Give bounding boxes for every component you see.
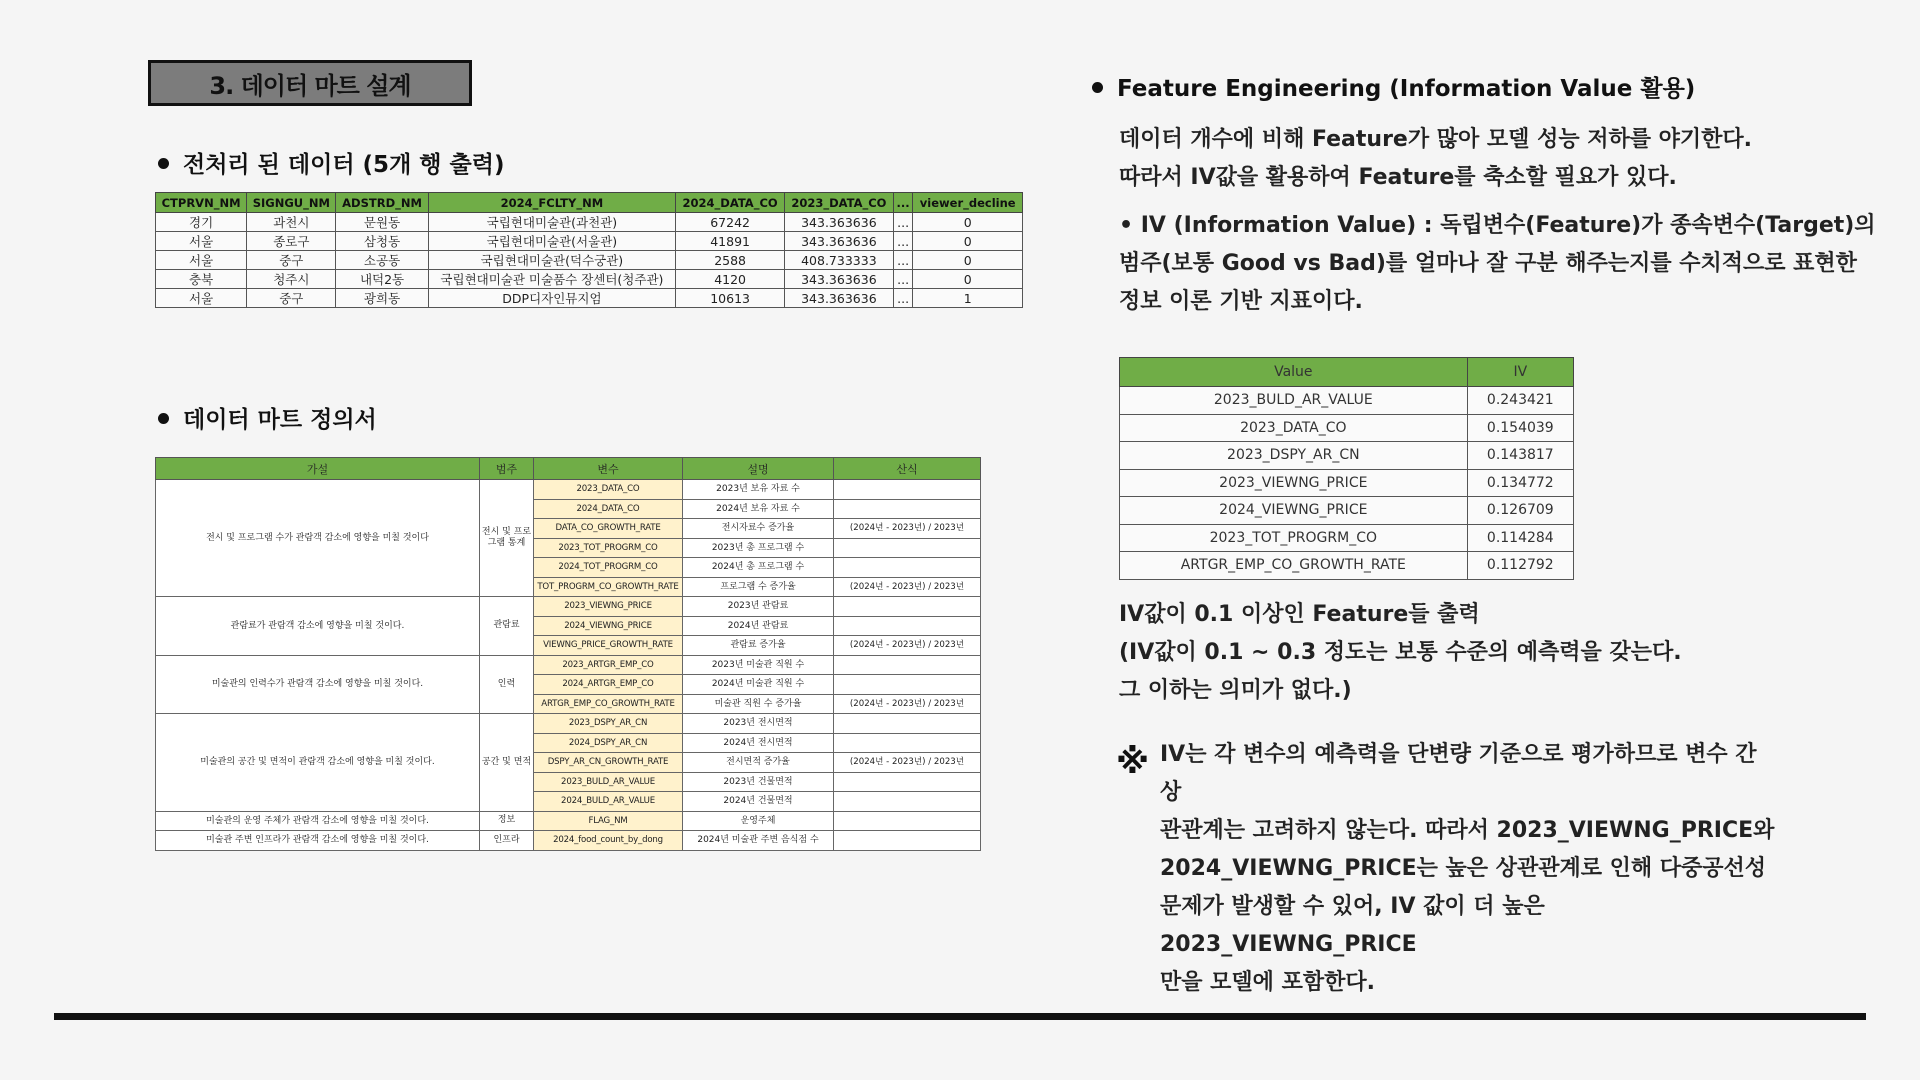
note-mark-icon: ※ — [1116, 742, 1150, 782]
variable-cell: 2024_DATA_CO — [534, 499, 683, 519]
formula-cell — [834, 714, 981, 734]
table-row — [1120, 414, 1574, 442]
description-cell: 2024년 총 프로그램 수 — [683, 558, 834, 578]
description-cell: 2023년 보유 자료 수 — [683, 480, 834, 500]
table-row — [156, 811, 981, 831]
variable-cell: 2023_TOT_PROGRM_CO — [534, 538, 683, 558]
table-row — [1120, 442, 1574, 470]
description-cell: 운영주체 — [683, 811, 834, 831]
section-title: 3. 데이터 마트 설계 — [148, 60, 472, 106]
description-cell: 2023년 미술관 직원 수 — [683, 655, 834, 675]
text-line: IV는 각 변수의 예측력을 단변량 기준으로 평가하므로 변수 간 상 — [1160, 742, 1757, 805]
table-row — [156, 251, 1023, 270]
formula-cell — [834, 499, 981, 519]
iv-body — [1120, 387, 1574, 580]
prep-col-header: CTPRVN_NM — [156, 193, 247, 213]
description-cell: 프로그램 수 증가율 — [683, 577, 834, 597]
mart-col-header: 설명 — [683, 458, 834, 480]
table-cell: 0.243421 — [1467, 387, 1573, 415]
iv-table — [1119, 357, 1574, 580]
table-cell: 서울 — [156, 289, 247, 308]
note-text — [1160, 736, 1780, 1002]
table-cell: 0.134772 — [1467, 469, 1573, 497]
text-line: (IV값이 0.1 ~ 0.3 정도는 보통 수준의 예측력을 갖는다. — [1119, 640, 1682, 665]
table-cell: 국립현대미술관(서울관) — [428, 232, 676, 251]
variable-cell: 2024_ARTGR_EMP_CO — [534, 675, 683, 695]
text-line: 2024_VIEWNG_PRICE는 높은 상관관계로 인해 다중공선성 — [1160, 856, 1767, 881]
table-cell: 2024_VIEWNG_PRICE — [1120, 497, 1468, 525]
category-cell: 인프라 — [480, 831, 534, 851]
table-row — [156, 831, 981, 851]
table-cell: 343.363636 — [785, 213, 894, 232]
table-cell: 0.143817 — [1467, 442, 1573, 470]
variable-cell: 2023_ARTGR_EMP_CO — [534, 655, 683, 675]
iv-col-header: Value — [1120, 358, 1468, 387]
variable-cell: 2023_DATA_CO — [534, 480, 683, 500]
mart-col-header: 가설 — [156, 458, 480, 480]
prep-col-header: 2024_DATA_CO — [676, 193, 785, 213]
mart-header-row — [156, 458, 981, 480]
mart-body — [156, 480, 981, 851]
table-cell: ... — [893, 213, 913, 232]
table-cell: 2023_TOT_PROGRM_CO — [1120, 524, 1468, 552]
formula-cell — [834, 558, 981, 578]
table-cell: 0 — [913, 251, 1023, 270]
hypothesis-cell: 미술관의 공간 및 면적이 관람객 감소에 영향을 미칠 것이다. — [156, 714, 480, 812]
variable-cell: 2023_VIEWNG_PRICE — [534, 597, 683, 617]
table-cell: 41891 — [676, 232, 785, 251]
category-cell: 관람료 — [480, 597, 534, 656]
prep-col-header: viewer_decline — [913, 193, 1023, 213]
iv-threshold-text — [1119, 596, 1682, 710]
hypothesis-cell: 미술관 주변 인프라가 관람객 감소에 영향을 미칠 것이다. — [156, 831, 480, 851]
table-cell: 문원동 — [336, 213, 428, 232]
table-cell: ... — [893, 232, 913, 251]
variable-cell: 2024_BULD_AR_VALUE — [534, 792, 683, 812]
table-row — [156, 213, 1023, 232]
variable-cell: 2024_food_count_by_dong — [534, 831, 683, 851]
table-row — [1120, 469, 1574, 497]
category-cell: 전시 및 프로그램 통계 — [480, 480, 534, 597]
table-cell: ARTGR_EMP_CO_GROWTH_RATE — [1120, 552, 1468, 580]
table-cell: ... — [893, 270, 913, 289]
table-cell: 2023_DSPY_AR_CN — [1120, 442, 1468, 470]
table-cell: 343.363636 — [785, 270, 894, 289]
text-line: 따라서 IV값을 활용하여 Feature를 축소할 필요가 있다. — [1119, 165, 1677, 190]
description-cell: 2024년 미술관 직원 수 — [683, 675, 834, 695]
table-row — [156, 289, 1023, 308]
table-row — [156, 232, 1023, 251]
formula-cell — [834, 811, 981, 831]
table-cell: 0.154039 — [1467, 414, 1573, 442]
formula-cell — [834, 772, 981, 792]
mart-col-header: 산식 — [834, 458, 981, 480]
table-cell: 광희동 — [336, 289, 428, 308]
formula-cell: (2024년 - 2023년) / 2023년 — [834, 519, 981, 539]
table-cell: 서울 — [156, 232, 247, 251]
prep-heading — [158, 146, 504, 179]
mart-heading — [158, 401, 377, 434]
description-cell: 미술관 직원 수 증가율 — [683, 694, 834, 714]
category-cell: 정보 — [480, 811, 534, 831]
table-cell: 국립현대미술관 미술품수 장센터(청주관) — [428, 270, 676, 289]
table-row — [156, 480, 981, 500]
table-cell: 1 — [913, 289, 1023, 308]
preprocessed-data-table — [155, 192, 1023, 308]
variable-cell: VIEWNG_PRICE_GROWTH_RATE — [534, 636, 683, 656]
hypothesis-cell: 전시 및 프로그램 수가 관람객 감소에 영향을 미칠 것이다 — [156, 480, 480, 597]
table-row — [156, 270, 1023, 289]
description-cell: 전시면적 증가율 — [683, 753, 834, 773]
formula-cell: (2024년 - 2023년) / 2023년 — [834, 694, 981, 714]
table-row — [1120, 497, 1574, 525]
variable-cell: 2024_DSPY_AR_CN — [534, 733, 683, 753]
hypothesis-cell: 미술관의 인력수가 관람객 감소에 영향을 미칠 것이다. — [156, 655, 480, 714]
description-cell: 2024년 전시면적 — [683, 733, 834, 753]
category-cell: 인력 — [480, 655, 534, 714]
description-cell: 2024년 관람료 — [683, 616, 834, 636]
table-row — [156, 597, 981, 617]
formula-cell — [834, 480, 981, 500]
category-cell: 공간 및 면적 — [480, 714, 534, 812]
table-cell: 67242 — [676, 213, 785, 232]
table-row — [156, 714, 981, 734]
variable-cell: 2023_DSPY_AR_CN — [534, 714, 683, 734]
table-cell: 0.114284 — [1467, 524, 1573, 552]
table-cell: ... — [893, 251, 913, 270]
table-cell: 2588 — [676, 251, 785, 270]
table-row — [156, 655, 981, 675]
text-line: 정보 이론 기반 지표이다. — [1119, 289, 1363, 314]
formula-cell: (2024년 - 2023년) / 2023년 — [834, 577, 981, 597]
text-line: 문제가 발생할 수 있어, IV 값이 더 높은 2023_VIEWNG_PRICE — [1160, 894, 1545, 957]
table-cell: 343.363636 — [785, 232, 894, 251]
table-cell: 0.126709 — [1467, 497, 1573, 525]
text-line: 만을 모델에 포함한다. — [1160, 970, 1375, 995]
bullet-dot — [1092, 82, 1103, 93]
prep-col-header: 2024_FCLTY_NM — [428, 193, 676, 213]
table-cell: 과천시 — [247, 213, 336, 232]
formula-cell — [834, 597, 981, 617]
table-row — [1120, 524, 1574, 552]
fe-heading-text: Feature Engineering (Information Value 활용) — [1117, 76, 1696, 102]
table-cell: 0 — [913, 232, 1023, 251]
description-cell: 2023년 전시면적 — [683, 714, 834, 734]
description-cell: 2023년 건물면적 — [683, 772, 834, 792]
iv-definition — [1119, 207, 1876, 321]
description-cell: 2023년 총 프로그램 수 — [683, 538, 834, 558]
formula-cell — [834, 616, 981, 636]
table-cell: ... — [893, 289, 913, 308]
fe-heading — [1092, 70, 1695, 103]
bullet-dot — [158, 413, 169, 424]
mart-col-header: 변수 — [534, 458, 683, 480]
table-cell: 국립현대미술관(과천관) — [428, 213, 676, 232]
table-cell: 청주시 — [247, 270, 336, 289]
table-cell: 삼청동 — [336, 232, 428, 251]
formula-cell — [834, 675, 981, 695]
text-line: IV값이 0.1 이상인 Feature들 출력 — [1119, 602, 1480, 627]
table-row — [1120, 552, 1574, 580]
table-cell: 충북 — [156, 270, 247, 289]
table-cell: 10613 — [676, 289, 785, 308]
formula-cell: (2024년 - 2023년) / 2023년 — [834, 753, 981, 773]
text-line: 관관계는 고려하지 않는다. 따라서 2023_VIEWNG_PRICE와 — [1160, 818, 1775, 843]
prep-header-row — [156, 193, 1023, 213]
formula-cell — [834, 831, 981, 851]
variable-cell: ARTGR_EMP_CO_GROWTH_RATE — [534, 694, 683, 714]
bullet-dot — [158, 158, 169, 169]
bottom-divider — [54, 1013, 1866, 1020]
variable-cell: DSPY_AR_CN_GROWTH_RATE — [534, 753, 683, 773]
table-cell: 2023_DATA_CO — [1120, 414, 1468, 442]
table-cell: DDP디자인뮤지엄 — [428, 289, 676, 308]
table-cell: 중구 — [247, 289, 336, 308]
variable-cell: DATA_CO_GROWTH_RATE — [534, 519, 683, 539]
variable-cell: 2024_VIEWNG_PRICE — [534, 616, 683, 636]
table-cell: 2023_VIEWNG_PRICE — [1120, 469, 1468, 497]
prep-heading-text: 전처리 된 데이터 (5개 행 출력) — [183, 152, 505, 178]
table-cell: 경기 — [156, 213, 247, 232]
text-line: 범주(보통 Good vs Bad)를 얼마나 잘 구분 해주는지를 수치적으로 표현한 — [1119, 251, 1857, 276]
table-row — [1120, 387, 1574, 415]
description-cell: 2024년 건물면적 — [683, 792, 834, 812]
hypothesis-cell: 미술관의 운영 주체가 관람객 감소에 영향을 미칠 것이다. — [156, 811, 480, 831]
description-cell: 2024년 미술관 주변 음식점 수 — [683, 831, 834, 851]
prep-body — [156, 213, 1023, 308]
fe-paragraph-1 — [1119, 121, 1752, 197]
prep-col-header: SIGNGU_NM — [247, 193, 336, 213]
table-cell: 408.733333 — [785, 251, 894, 270]
table-cell: 0 — [913, 270, 1023, 289]
table-cell: 서울 — [156, 251, 247, 270]
hypothesis-cell: 관람료가 관람객 감소에 영향을 미칠 것이다. — [156, 597, 480, 656]
prep-col-header: ADSTRD_NM — [336, 193, 428, 213]
variable-cell: TOT_PROGRM_CO_GROWTH_RATE — [534, 577, 683, 597]
description-cell: 2023년 관람료 — [683, 597, 834, 617]
mart-heading-text: 데이터 마트 정의서 — [183, 407, 377, 433]
text-line: 그 이하는 의미가 없다.) — [1119, 678, 1352, 703]
table-cell: 소공동 — [336, 251, 428, 270]
mart-col-header: 범주 — [480, 458, 534, 480]
variable-cell: FLAG_NM — [534, 811, 683, 831]
formula-cell — [834, 538, 981, 558]
prep-col-header: ... — [893, 193, 913, 213]
description-cell: 전시자료수 증가율 — [683, 519, 834, 539]
table-cell: 국립현대미술관(덕수궁관) — [428, 251, 676, 270]
variable-cell: 2023_BULD_AR_VALUE — [534, 772, 683, 792]
formula-cell — [834, 733, 981, 753]
table-cell: 343.363636 — [785, 289, 894, 308]
table-cell: 0 — [913, 213, 1023, 232]
description-cell: 2024년 보유 자료 수 — [683, 499, 834, 519]
iv-col-header: IV — [1467, 358, 1573, 387]
table-cell: 0.112792 — [1467, 552, 1573, 580]
text-line: 데이터 개수에 비해 Feature가 많아 모델 성능 저하를 야기한다. — [1119, 127, 1753, 152]
iv-header-row — [1120, 358, 1574, 387]
variable-cell: 2024_TOT_PROGRM_CO — [534, 558, 683, 578]
table-cell: 내덕2동 — [336, 270, 428, 289]
data-mart-definition-table — [155, 457, 981, 851]
table-cell: 2023_BULD_AR_VALUE — [1120, 387, 1468, 415]
formula-cell: (2024년 - 2023년) / 2023년 — [834, 636, 981, 656]
formula-cell — [834, 655, 981, 675]
formula-cell — [834, 792, 981, 812]
table-cell: 종로구 — [247, 232, 336, 251]
table-cell: 중구 — [247, 251, 336, 270]
description-cell: 관람료 증가율 — [683, 636, 834, 656]
prep-col-header: 2023_DATA_CO — [785, 193, 894, 213]
text-line: • IV (Information Value) : 독립변수(Feature)가 종속변수(Target)의 — [1119, 213, 1876, 238]
table-cell: 4120 — [676, 270, 785, 289]
